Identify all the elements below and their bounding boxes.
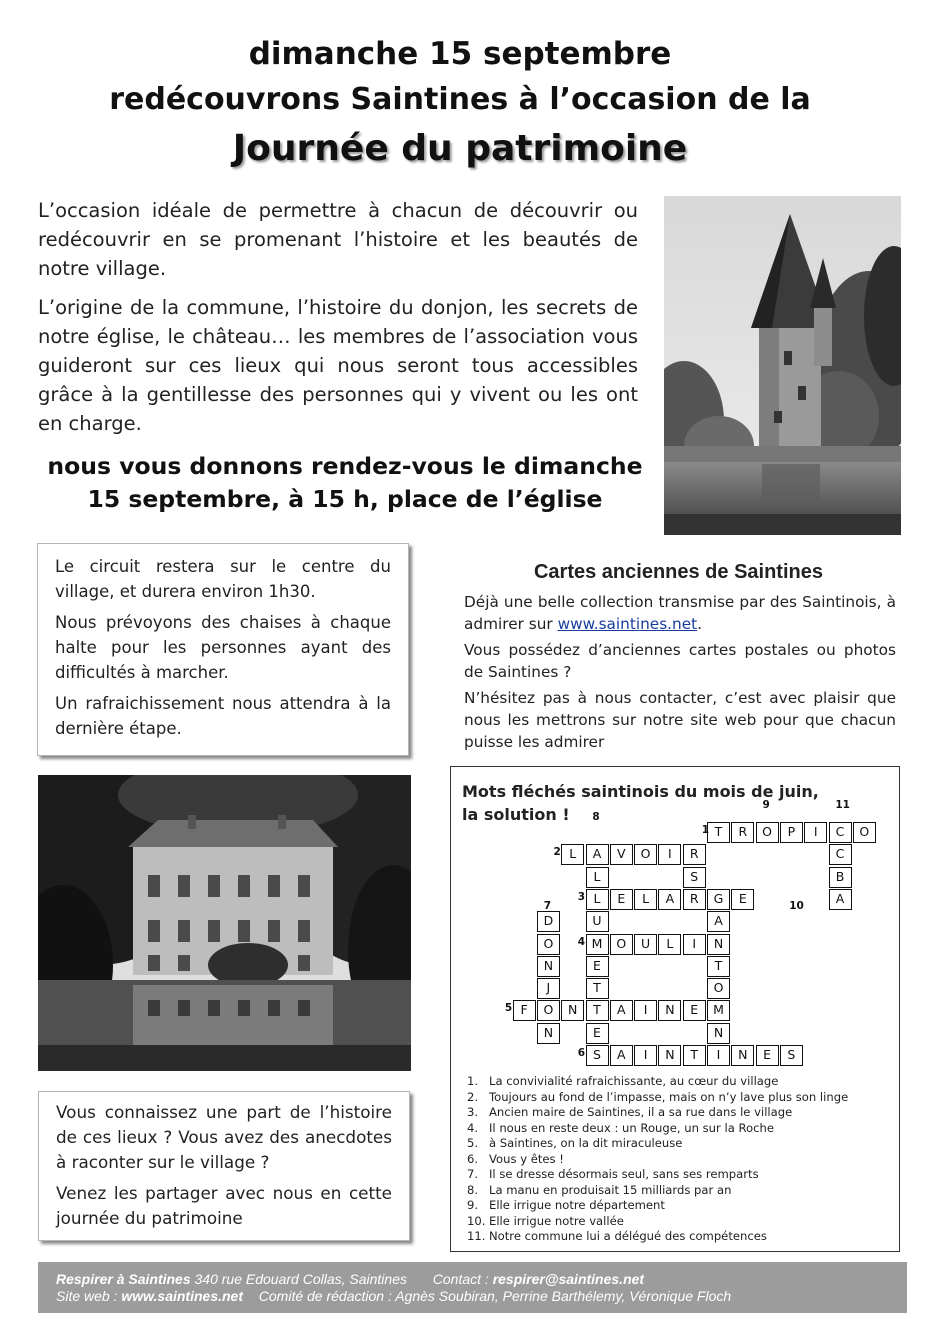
crossword-clue-number: 10. bbox=[467, 1213, 486, 1228]
crossword-cell: T bbox=[683, 1045, 706, 1066]
crossword-clue bbox=[467, 1074, 848, 1090]
anecdotes-paragraph-1: Vous connaissez une part de l’histoire de ces lieux ? Vous avez des anecdotes à raconter sur le village ? bbox=[56, 1102, 392, 1172]
crossword-clue-text: Notre commune lui a délégué des compétences bbox=[489, 1229, 767, 1243]
cartes-paragraph-2: Vous possédez d’anciennes cartes postales ou photos de Saintines ? bbox=[464, 641, 896, 681]
crossword-cell: U bbox=[586, 911, 609, 932]
crossword-cell: G bbox=[707, 889, 730, 910]
crossword-cell: T bbox=[707, 822, 730, 843]
crossword-number: 9 bbox=[762, 799, 770, 812]
donjon-photo bbox=[664, 196, 901, 535]
crossword-cell: L bbox=[586, 867, 609, 888]
crossword-clue-number: 8. bbox=[467, 1182, 479, 1197]
footer-line-1 bbox=[56, 1271, 907, 1288]
footer-site-label: Site web : bbox=[56, 1288, 122, 1304]
crossword-cell: A bbox=[707, 911, 730, 932]
rendezvous-line-1: nous vous donnons rendez-vous le dimanche bbox=[47, 452, 643, 480]
crossword-cell: N bbox=[658, 1045, 681, 1066]
crossword-number: 7 bbox=[543, 899, 552, 912]
crossword-cell: N bbox=[658, 1000, 681, 1021]
crossword-clue-text: La convivialité rafraichissante, au cœur du village bbox=[489, 1074, 779, 1088]
crossword-clue-text: Il se dresse désormais seul, sans ses remparts bbox=[489, 1167, 759, 1181]
crossword-cell: E bbox=[731, 889, 754, 910]
crossword-cell: I bbox=[634, 1000, 657, 1021]
crossword-cell: C bbox=[829, 844, 852, 865]
crossword-cell: O bbox=[853, 822, 876, 843]
crossword-cell: O bbox=[707, 978, 730, 999]
crossword-cell: U bbox=[634, 934, 657, 955]
chateau-photo bbox=[38, 775, 411, 1071]
crossword-number: 1 bbox=[701, 824, 710, 836]
crossword-cell: N bbox=[561, 1000, 584, 1021]
crossword-cell: T bbox=[707, 956, 730, 977]
cartes-paragraph-3: N’hésitez pas à nous contacter, c’est avec plaisir que nous les mettrons sur notre site web pour que chacun puisse les admirer bbox=[464, 689, 896, 751]
footer-address: 340 rue Edouard Collas, Saintines bbox=[190, 1271, 407, 1287]
crossword-cell: A bbox=[658, 889, 681, 910]
crossword-cell: N bbox=[707, 1023, 730, 1044]
crossword-cell: O bbox=[756, 822, 779, 843]
headline-date: dimanche 15 septembre bbox=[248, 36, 672, 72]
crossword-cell: I bbox=[658, 844, 681, 865]
cartes-text-after-link: . bbox=[697, 615, 703, 633]
crossword-cell: V bbox=[610, 844, 633, 865]
crossword-clue-text: Elle irrigue notre département bbox=[489, 1198, 665, 1212]
circuit-paragraph-3: Un rafraichissement nous attendra à la dernière étape. bbox=[55, 694, 391, 738]
crossword-cell: L bbox=[586, 889, 609, 910]
crossword-clue-text: Il nous en reste deux : un Rouge, un sur la Roche bbox=[489, 1120, 774, 1135]
crossword-clue bbox=[467, 1167, 848, 1183]
crossword-cell: T bbox=[586, 978, 609, 999]
crossword-clue-number: 6. bbox=[467, 1151, 479, 1166]
crossword-clue-number: 5. bbox=[467, 1136, 479, 1150]
crossword-clue-number: 11. bbox=[467, 1229, 486, 1243]
footer-contact-email[interactable]: respirer@saintines.net bbox=[492, 1271, 645, 1287]
crossword-cell: A bbox=[829, 889, 852, 910]
crossword-cell: A bbox=[610, 1000, 633, 1021]
crossword-cell: O bbox=[537, 1000, 560, 1021]
footer-comite: Comité de rédaction : Agnès Soubiran, Perrine Barthélemy, Véronique Floch bbox=[258, 1288, 732, 1304]
crossword-cell: O bbox=[537, 934, 560, 955]
crossword-clue bbox=[467, 1136, 848, 1152]
crossword-cell: J bbox=[537, 978, 560, 999]
crossword-cell: E bbox=[683, 1000, 706, 1021]
anecdotes-paragraph-2: Venez les partager avec nous en cette journée du patrimoine bbox=[56, 1183, 392, 1228]
crossword-cell: O bbox=[610, 934, 633, 955]
cartes-text-before-link: Déjà une belle collection transmise par des Saintinois, à admirer sur bbox=[464, 593, 896, 633]
headline-title: Journée du patrimoine bbox=[232, 128, 688, 169]
crossword-cell: E bbox=[586, 1023, 609, 1044]
crossword-clue bbox=[467, 1198, 848, 1214]
crossword-cell: N bbox=[707, 934, 730, 955]
headline-subtitle: redécouvrons Saintines à l’occasion de la bbox=[109, 82, 811, 117]
footer bbox=[38, 1262, 907, 1313]
saintines-website-link[interactable]: www.saintines.net bbox=[557, 615, 698, 633]
crossword-cell: F bbox=[513, 1000, 536, 1021]
crossword-cell: N bbox=[537, 1023, 560, 1044]
crossword-cell: B bbox=[829, 867, 852, 888]
crossword-clue bbox=[467, 1183, 848, 1199]
crossword-cell: I bbox=[804, 822, 827, 843]
crossword-number: 6 bbox=[577, 1047, 586, 1059]
crossword-clue-number: 9. bbox=[467, 1198, 479, 1212]
crossword-cell: C bbox=[829, 822, 852, 843]
crossword-title-line-1: Mots fléchés saintinois du mois de juin, bbox=[462, 782, 819, 801]
crossword-clues bbox=[467, 1074, 848, 1245]
crossword-clue-number: 1. bbox=[467, 1074, 479, 1088]
crossword-cell: L bbox=[561, 844, 584, 865]
crossword-cell: L bbox=[634, 889, 657, 910]
cartes-title: Cartes anciennes de Saintines bbox=[533, 561, 823, 583]
crossword-clue bbox=[467, 1090, 848, 1106]
anecdotes-box bbox=[38, 1091, 410, 1241]
crossword-cell: I bbox=[634, 1045, 657, 1066]
crossword-number: 2 bbox=[553, 846, 561, 859]
crossword-clue-text: Ancien maire de Saintines, il a sa rue dans le village bbox=[489, 1105, 793, 1119]
circuit-paragraph-1: Le circuit restera sur le centre du village, et durera environ 1h30. bbox=[55, 557, 391, 601]
crossword-clue-text: Elle irrigue notre vallée bbox=[489, 1213, 624, 1228]
cartes-paragraph-1 bbox=[464, 591, 896, 635]
crossword-cell: E bbox=[610, 889, 633, 910]
crossword-cell: S bbox=[780, 1045, 803, 1066]
crossword-clue-text: à Saintines, on la dit miraculeuse bbox=[489, 1136, 683, 1150]
footer-contact-label: Contact : bbox=[432, 1271, 493, 1287]
crossword-cell: S bbox=[683, 867, 706, 888]
crossword-number: 3 bbox=[577, 890, 586, 903]
crossword-clue bbox=[467, 1105, 848, 1121]
crossword-cell: T bbox=[586, 1000, 609, 1021]
crossword-cell: R bbox=[683, 889, 706, 910]
crossword-number: 11 bbox=[835, 799, 850, 812]
crossword-cell: A bbox=[586, 844, 609, 865]
crossword-cell: L bbox=[658, 934, 681, 955]
crossword-cell: E bbox=[586, 956, 609, 977]
circuit-paragraph-2: Nous prévoyons des chaises à chaque halte pour les personnes ayant des difficultés à marcher. bbox=[55, 613, 391, 682]
crossword-box bbox=[450, 766, 900, 1252]
crossword-cell: R bbox=[683, 844, 706, 865]
crossword-clue-text: Vous y êtes ! bbox=[489, 1151, 564, 1166]
crossword-cell: P bbox=[780, 822, 803, 843]
crossword-cell: N bbox=[537, 956, 560, 977]
crossword-cell: A bbox=[610, 1045, 633, 1066]
crossword-number: 10 bbox=[789, 899, 804, 912]
crossword-cell: S bbox=[586, 1045, 609, 1066]
crossword-clue bbox=[467, 1229, 848, 1245]
crossword-cell: M bbox=[707, 1000, 730, 1021]
crossword-clue bbox=[467, 1152, 848, 1168]
crossword-number: 4 bbox=[577, 935, 586, 948]
crossword-clue-text: Toujours au fond de l’impasse, mais on n’y lave plus son linge bbox=[489, 1089, 849, 1104]
crossword-clue-number: 4. bbox=[467, 1120, 479, 1135]
crossword-clue-number: 3. bbox=[467, 1105, 479, 1119]
footer-org: Respirer à Saintines bbox=[56, 1271, 191, 1287]
crossword-cell: R bbox=[731, 822, 754, 843]
crossword-cell: O bbox=[634, 844, 657, 865]
crossword-cell: N bbox=[731, 1045, 754, 1066]
footer-site-url[interactable]: www.saintines.net bbox=[121, 1288, 243, 1304]
crossword-clue bbox=[467, 1214, 848, 1230]
crossword-clue-number: 7. bbox=[467, 1167, 479, 1181]
intro-paragraph-2: L’origine de la commune, l’histoire du donjon, les secrets de notre église, le château… les membres de l’association vous guideront sur ces lieux qui nous seront tous accessibles grâce à la gentillesse des personnes qui y vivent ou les ont en charge. bbox=[38, 296, 638, 435]
crossword-clue bbox=[467, 1121, 848, 1137]
crossword-cell: M bbox=[586, 934, 609, 955]
crossword-cell: I bbox=[683, 934, 706, 955]
crossword-cell: I bbox=[707, 1045, 730, 1066]
crossword-clue-number: 2. bbox=[467, 1089, 479, 1104]
crossword-cell: E bbox=[756, 1045, 779, 1066]
crossword-number: 8 bbox=[592, 810, 600, 823]
rendezvous-line-2: 15 septembre, à 15 h, place de l’église bbox=[87, 485, 603, 513]
circuit-info-box bbox=[37, 543, 409, 756]
crossword-number: 5 bbox=[504, 1002, 513, 1015]
crossword-cell: D bbox=[537, 911, 560, 932]
crossword-clue-text: La manu en produisait 15 milliards par an bbox=[489, 1182, 732, 1197]
intro-paragraph-1: L’occasion idéale de permettre à chacun de découvrir ou redécouvrir en se promenant l’histoire et les beautés de notre village. bbox=[38, 199, 638, 280]
crossword-title-line-2: la solution ! bbox=[462, 805, 570, 824]
footer-line-2 bbox=[56, 1288, 907, 1305]
